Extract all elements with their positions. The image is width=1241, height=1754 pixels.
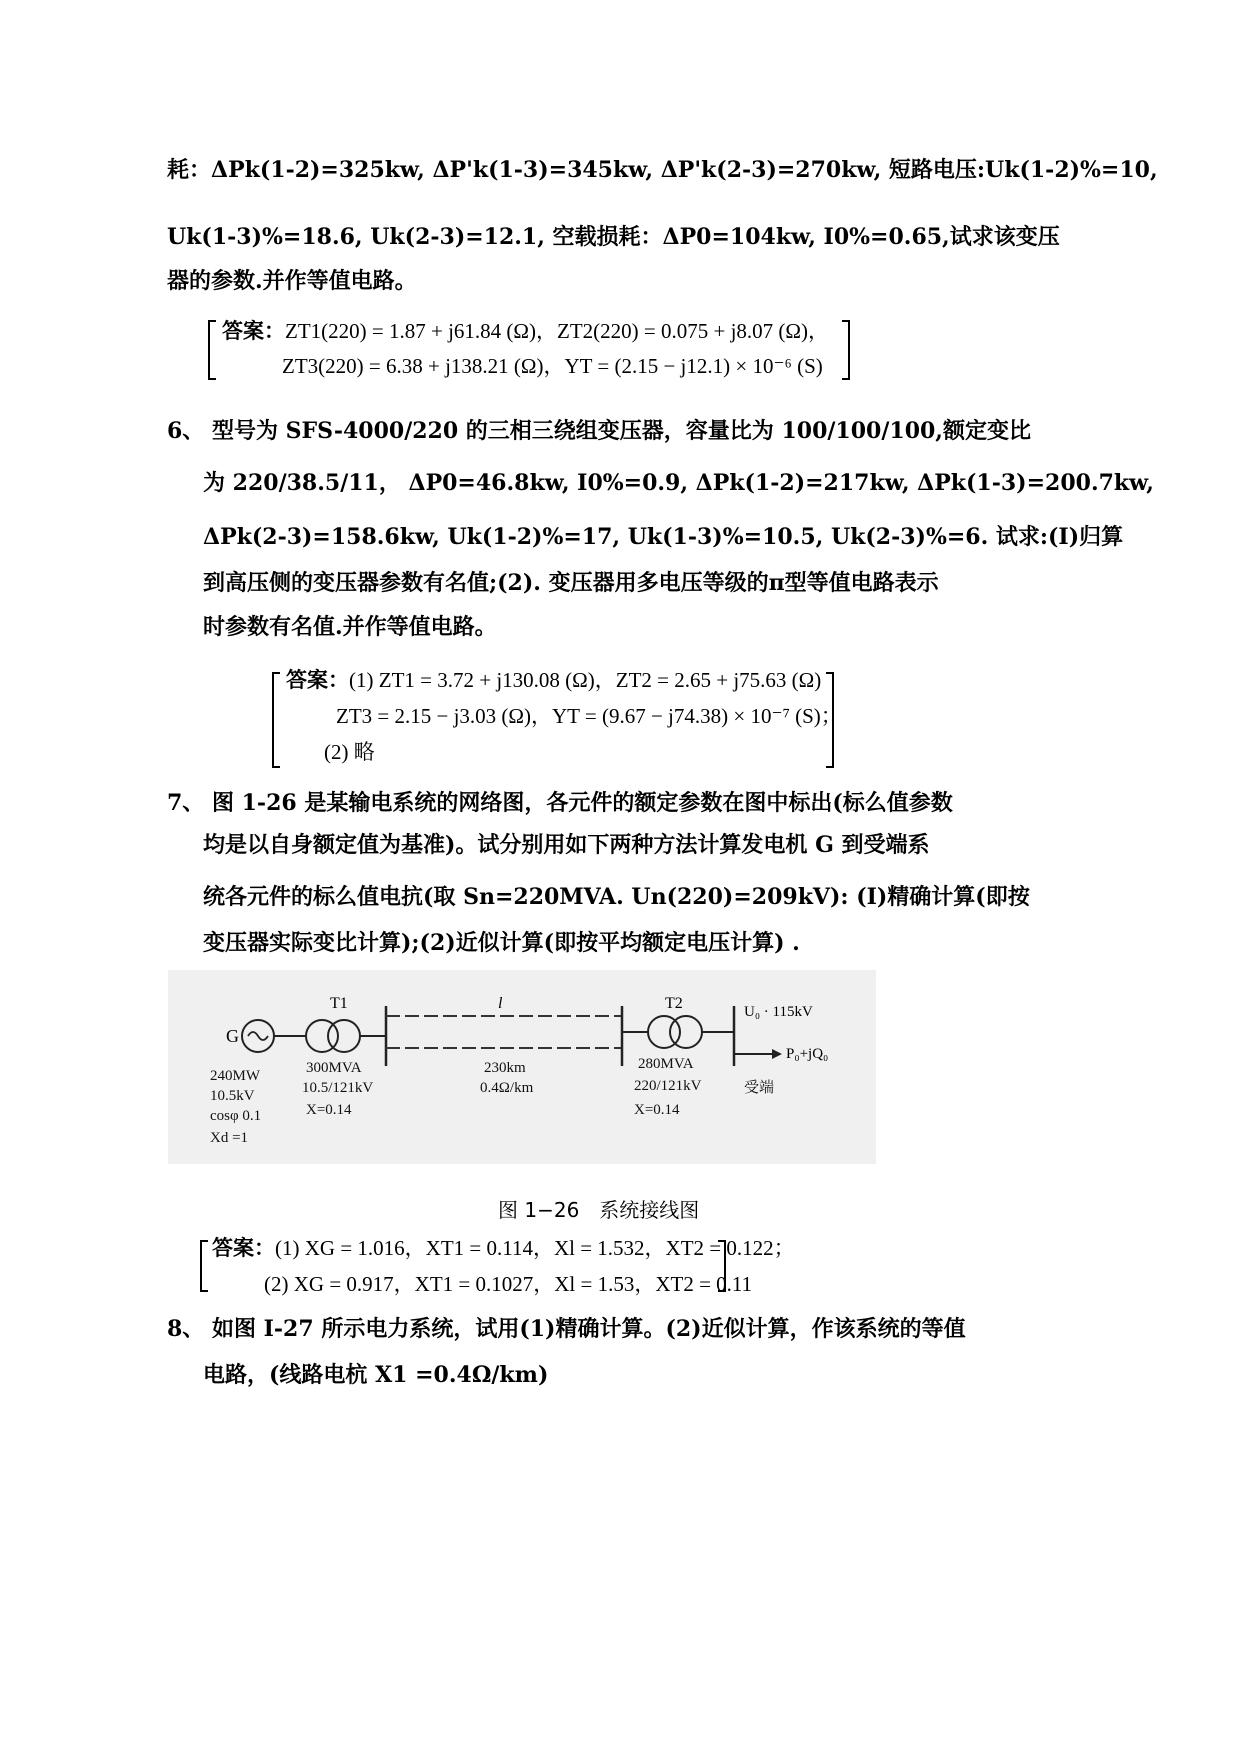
line-param-1: 230km (484, 1060, 526, 1076)
q6-line-5: 时参数有名值.并作等值电路。 (203, 614, 497, 640)
load-label: P₀+jQ₀ (786, 1046, 829, 1062)
t2-param-2: 220/121kV (634, 1078, 702, 1094)
line-param-2: 0.4Ω/km (480, 1080, 534, 1096)
gen-param-4: Xd =1 (210, 1130, 249, 1146)
answer-7-line-1: (1) XG = 1.016，XT1 = 0.114，Xl = 1.532，XT2 = 0.122； (275, 1236, 795, 1260)
figure-caption: 图 1−26 系统接线图 (498, 1198, 700, 1222)
gen-param-2: 10.5kV (210, 1088, 255, 1104)
answer-6-line-3: (2) 略 (324, 740, 375, 764)
answer-5-line-2: ZT3(220) = 6.38 + j138.21 (Ω)，YT = (2.15 − j12.1) × 10⁻⁶ (S) (282, 354, 823, 378)
gen-param-3: cosφ 0.1 (210, 1108, 262, 1124)
q6-line-3: ΔPk(2-3)=158.6kw, Uk(1-2)%=17, Uk(1-3)%=10.5, Uk(2-3)%=6. 试求:(I)归算 (203, 524, 1124, 550)
bracket-left (272, 672, 280, 768)
system-diagram (168, 970, 876, 1164)
generator-label: G (226, 1026, 239, 1046)
t1-label: T1 (330, 995, 348, 1012)
gen-param-1: 240MW (210, 1068, 260, 1084)
q6-line-2: 为 220/38.5/11， ΔP0=46.8kw, I0%=0.9, ΔPk(1-2)=217kw, ΔPk(1-3)=200.7kw, (203, 470, 1154, 496)
t2-param-1: 280MVA (638, 1056, 694, 1072)
t1-param-3: X=0.14 (306, 1102, 352, 1118)
q7-line-3: 统各元件的标么值电抗(取 Sn=220MVA. Un(220)=209kV): (I)精确计算(即按 (203, 884, 1030, 910)
t1-param-1: 300MVA (306, 1060, 362, 1076)
answer-5-line-1: ZT1(220) = 1.87 + j61.84 (Ω)，ZT2(220) = 0.075 + j8.07 (Ω)， (285, 319, 830, 343)
line-label: l (498, 995, 503, 1012)
q7-line-2: 均是以自身额定值为基准)。试分别用如下两种方法计算发电机 G 到受端系 (203, 832, 930, 858)
q6-line-1: 6、 型号为 SFS-4000/220 的三相三绕组变压器，容量比为 100/100/100,额定变比 (167, 418, 1031, 444)
receive-voltage: U₀ · 115kV (744, 1004, 813, 1020)
q5-line-3: 器的参数.并作等值电路。 (167, 268, 417, 294)
q8-line-2: 电路，(线路电杭 X1 =0.4Ω/km) (203, 1362, 549, 1388)
answer-7-line-2: (2) XG = 0.917，XT1 = 0.1027，Xl = 1.53，XT2 = 0.11 (264, 1272, 753, 1296)
answer-label: 答案： (222, 319, 285, 343)
q5-line-1: 耗：ΔPk(1-2)=325kw, ΔP'k(1-3)=345kw, ΔP'k(2-3)=270kw, 短路电压:Uk(1-2)%=10, (167, 157, 1158, 183)
receive-end-label: 受端 (744, 1080, 775, 1096)
t1-param-2: 10.5/121kV (302, 1080, 374, 1096)
answer-label: 答案： (212, 1236, 275, 1260)
t2-label: T2 (665, 995, 683, 1012)
q7-line-1: 7、 图 1-26 是某输电系统的网络图，各元件的额定参数在图中标出(标么值参数 (167, 790, 953, 816)
q8-line-1: 8、 如图 I-27 所示电力系统，试用(1)精确计算。(2)近似计算，作该系统的等值 (167, 1316, 966, 1342)
answer-6-line-2: ZT3 = 2.15 − j3.03 (Ω)，YT = (9.67 − j74.38) × 10⁻⁷ (S)； (336, 704, 842, 728)
bracket-left (200, 1240, 208, 1292)
q7-line-4: 变压器实际变比计算);(2)近似计算(即按平均额定电压计算) . (203, 930, 800, 956)
t2-param-3: X=0.14 (634, 1102, 680, 1118)
q5-line-2: Uk(1-3)%=18.6, Uk(2-3)=12.1, 空载损耗：ΔP0=104kw, I0%=0.65,试求该变压 (167, 224, 1060, 250)
answer-label: 答案： (286, 668, 349, 692)
q6-line-4: 到高压侧的变压器参数有名值;(2). 变压器用多电压等级的π型等值电路表示 (203, 570, 939, 596)
bracket-left (208, 320, 216, 380)
answer-6-line-1: (1) ZT1 = 3.72 + j130.08 (Ω)，ZT2 = 2.65 + j75.63 (Ω) (349, 668, 822, 692)
bracket-right (842, 320, 850, 380)
